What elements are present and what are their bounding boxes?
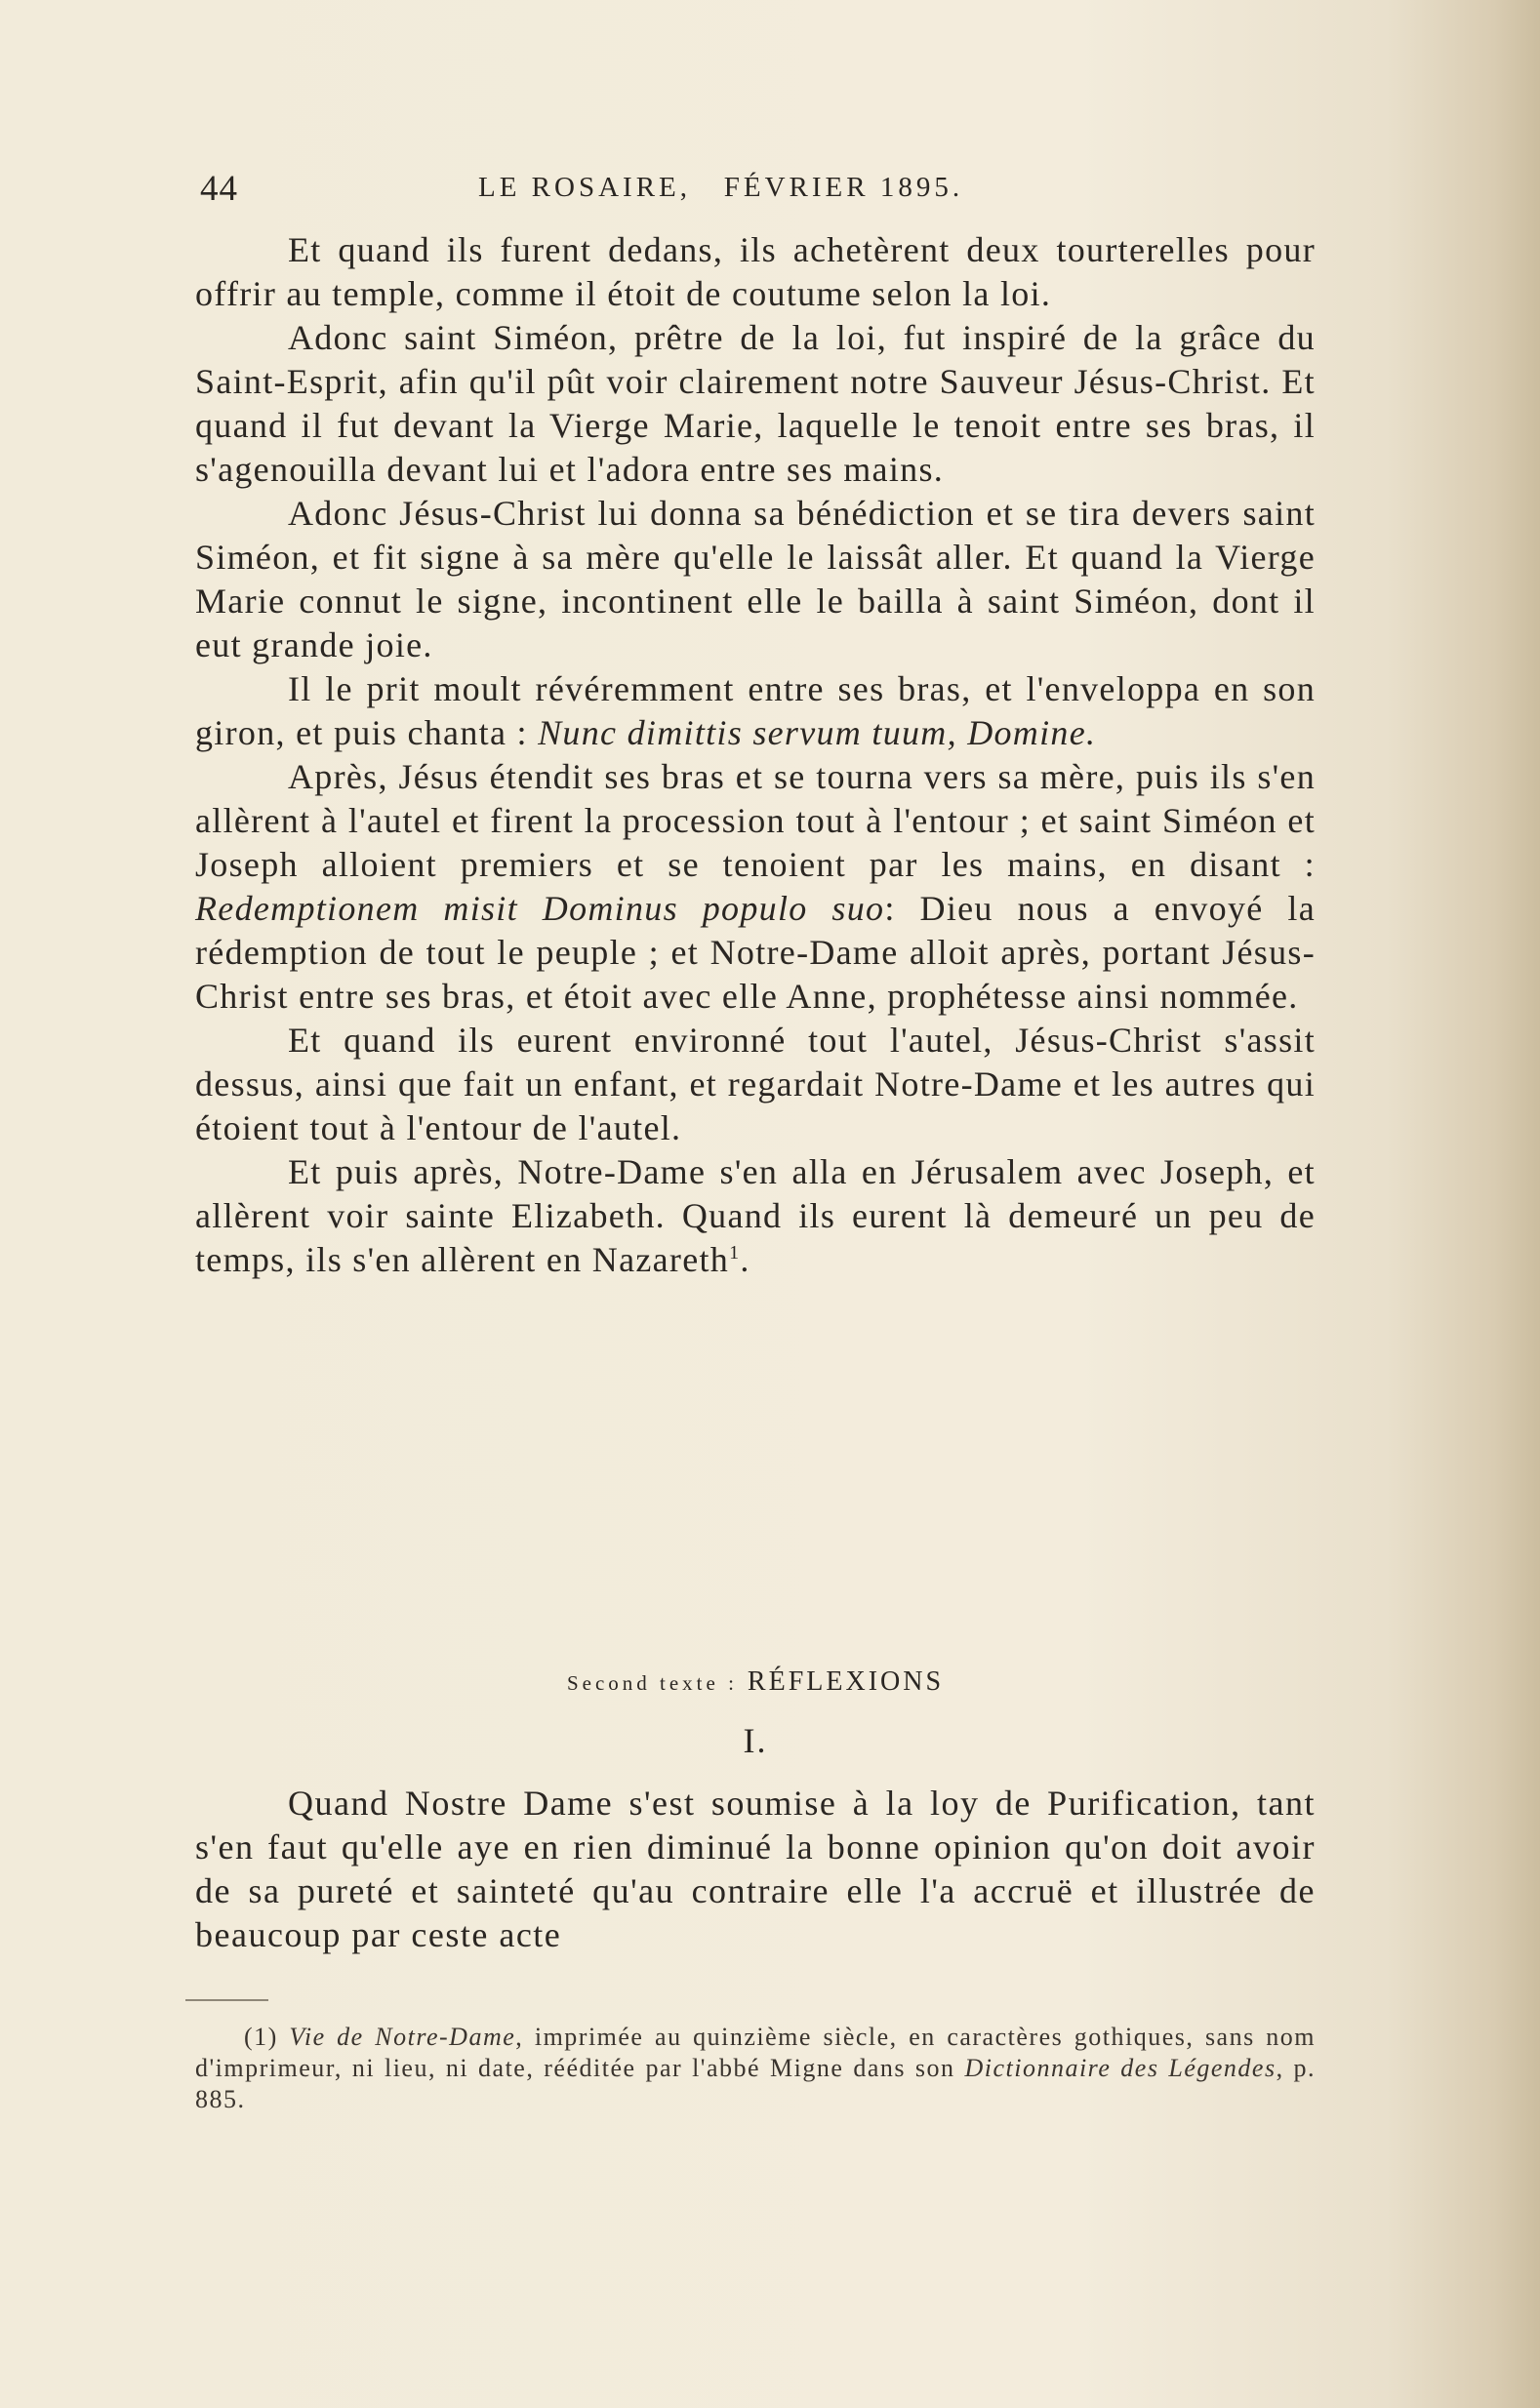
page-number: 44 xyxy=(200,169,238,209)
paragraph: Et puis après, Notre-Dame s'en alla en Jérusalem avec Joseph, et allèrent voir sainte Elizabeth. Quand ils eurent là demeuré un peu de temps, ils s'en allèrent en Nazareth$^1$. xyxy=(195,1152,1316,1279)
page-header xyxy=(200,168,1274,217)
paragraph: Et quand ils furent dedans, ils achetèrent deux tourterelles pour offrir au temple, comme il étoit de coutume selon la loi. xyxy=(195,230,1316,313)
footnote-divider xyxy=(185,1999,268,2001)
section-heading xyxy=(195,1666,1316,1698)
section-label: Second texte : xyxy=(566,1671,738,1695)
paragraph: Après, Jésus étendit ses bras et se tourna vers sa mère, puis ils s'en allèrent à l'autel et firent la procession tout à l'entour ; et saint Siméon et Joseph alloient premiers et se tenoient par les mains, en disant : Redemptionem misit Dominus populo suo: Dieu nous a envoyé la rédemption de tout le peuple ; et Notre-Dame alloit après, portant Jésus-Christ entre ses bras, et étoit avec elle Anne, prophétesse ainsi nommée. xyxy=(195,757,1316,1016)
main-text xyxy=(195,228,1316,1282)
footnote-reference: 1 xyxy=(729,1242,741,1264)
paragraph: Il le prit moult révéremment entre ses bras, et l'enveloppa en son giron, et puis chanta : Nunc dimittis servum tuum, Domine. xyxy=(195,669,1316,752)
running-title: LE ROSAIRE, FÉVRIER 1895. xyxy=(478,172,964,203)
footnote-title: Vie de Notre-Dame xyxy=(289,2023,516,2051)
paragraph: Adonc Jésus-Christ lui donna sa bénédiction et se tira devers saint Siméon, et fit signe à sa mère qu'elle le laissât aller. Et quand la Vierge Marie connut le signe, incontinent elle le bailla à saint Siméon, dont il eut grande joie. xyxy=(195,494,1316,664)
paragraph: Adonc saint Siméon, prêtre de la loi, fut inspiré de la grâce du Saint-Esprit, afin qu'il pût voir clairement notre Sauveur Jésus-Christ. Et quand il fut devant la Vierge Marie, laquelle le tenoit entre ses bras, il s'agenouilla devant lui et l'adora entre ses mains. xyxy=(195,318,1316,489)
section-numeral: I. xyxy=(743,1721,768,1760)
footnote-marker: (1) xyxy=(244,2023,278,2051)
section-text xyxy=(195,1782,1316,1957)
latin-quote: Nunc dimittis servum tuum, Domine. xyxy=(538,713,1097,752)
section-title: RÉFLEXIONS xyxy=(747,1666,945,1697)
latin-quote: Redemptionem misit Dominus populo suo xyxy=(195,889,885,928)
footnote: (1) Vie de Notre-Dame, imprimée au quinzième siècle, en caractères gothiques, sans nom d'imprimeur, ni lieu, ni date, rééditée par l'abbé Migne dans son Dictionnaire des Légendes, p. 885. xyxy=(195,2023,1317,2113)
paragraph: Et quand ils eurent environné tout l'autel, Jésus-Christ s'assit dessus, ainsi que fait un enfant, et regardait Notre-Dame et les autres qui étoient tout à l'entour de l'autel. xyxy=(195,1021,1316,1147)
paragraph: Quand Nostre Dame s'est soumise à la loy de Purification, tant s'en faut qu'elle aye en rien diminué la bonne opinion qu'on doit avoir de sa pureté et sainteté qu'au contraire elle l'a accruë et illustrée de beaucoup par ceste acte xyxy=(195,1784,1316,1954)
footnote-work: Dictionnaire des Légendes xyxy=(964,2054,1277,2082)
